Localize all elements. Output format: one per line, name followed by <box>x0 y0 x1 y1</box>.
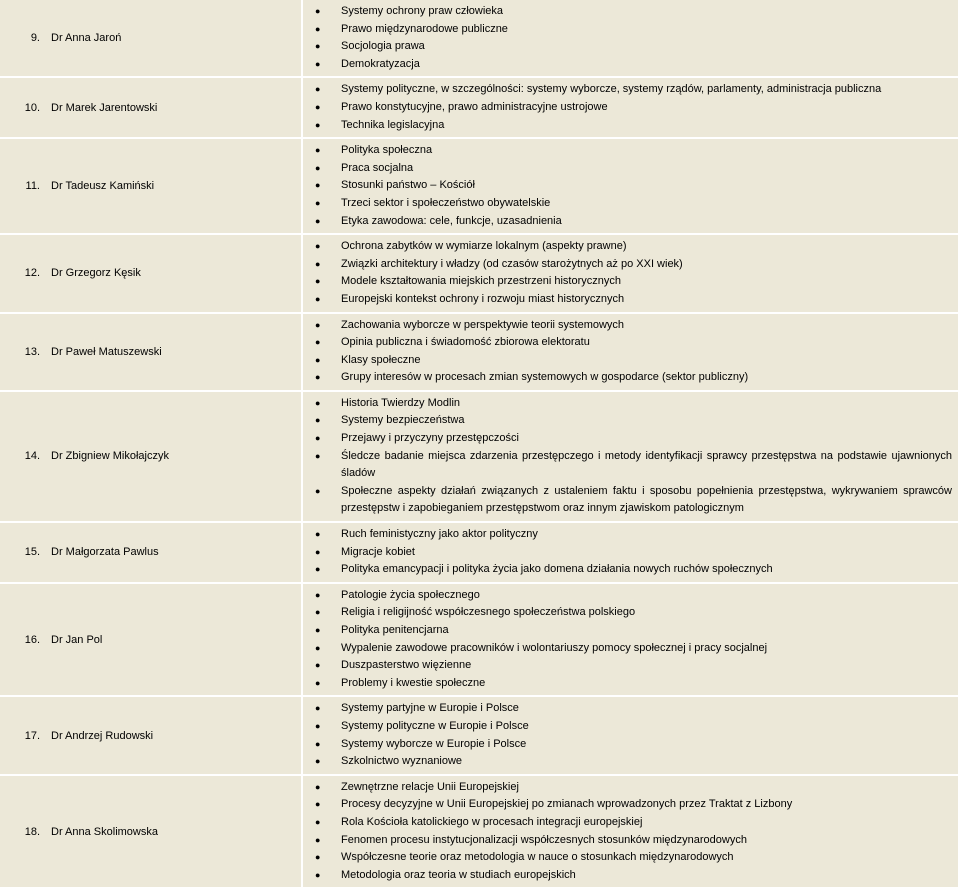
table-row <box>0 392 958 521</box>
bullet-icon: ● <box>315 869 321 880</box>
list-item <box>303 334 952 352</box>
bullet-icon: ● <box>315 84 321 95</box>
bullet-icon: ● <box>315 241 321 252</box>
topic-text: Stosunki państwo – Kościół <box>341 179 475 192</box>
list-item <box>303 369 952 387</box>
supervisor-name: Dr Andrzej Rudowski <box>51 729 154 742</box>
row-number: 12. <box>24 267 40 280</box>
topic-text: Polityka penitencjarna <box>341 624 449 636</box>
topic-text: Technika legislacyjna <box>341 118 445 131</box>
list-item <box>303 117 952 135</box>
bullet-icon: ● <box>315 738 321 749</box>
topic-text: Opinia publiczna i świadomość zbiorowa elektoratu <box>341 336 590 349</box>
topic-text: Zewnętrzne relacje Unii Europejskiej <box>341 780 519 793</box>
table-row <box>0 314 958 390</box>
topic-text: Metodologia oraz teoria w studiach europejskich <box>341 868 576 881</box>
supervisor-name: Dr Jan Pol <box>51 633 103 646</box>
bullet-icon: ● <box>315 397 321 408</box>
topic-text: Socjologia prawa <box>341 40 425 53</box>
bullet-icon: ● <box>315 625 321 635</box>
supervisor-cell <box>0 697 301 773</box>
row-number: 17. <box>24 729 40 742</box>
topic-list <box>303 776 958 888</box>
supervisor-cell <box>0 584 301 696</box>
topic-text: Systemy polityczne, w szczególności: systemy wyborcze, systemy rządów, parlamenty, administracja publiczna <box>341 83 882 96</box>
list-item <box>303 675 952 693</box>
list-item <box>303 640 952 658</box>
topic-text: Rola Kościoła katolickiego w procesach integracji europejskiej <box>341 815 643 828</box>
topic-text: Religia i religijność współczesnego społeczeństwa polskiego <box>341 606 636 619</box>
topic-list <box>303 392 958 521</box>
list-item <box>303 814 952 832</box>
topic-text: Wypalenie zawodowe pracowników i wolontariuszy pomocy społecznej i pracy socjalnej <box>341 641 768 654</box>
topic-text: Systemy ochrony praw człowieka <box>341 5 504 17</box>
supervisor-cell <box>0 139 301 233</box>
bullet-icon: ● <box>315 6 321 16</box>
supervisor-name: Dr Anna Jaroń <box>51 32 122 45</box>
bullet-icon: ● <box>315 564 321 575</box>
topic-text: Europejski kontekst ochrony i rozwoju miast historycznych <box>341 292 625 305</box>
list-item <box>303 587 952 605</box>
supervisor-cell <box>0 392 301 521</box>
list-item <box>303 38 952 56</box>
bullet-icon: ● <box>315 607 321 618</box>
supervisor-name: Dr Grzegorz Kęsik <box>51 267 141 280</box>
list-item <box>303 81 952 99</box>
topic-list <box>303 235 958 311</box>
topics-cell <box>303 392 958 521</box>
list-item <box>303 142 952 160</box>
topic-text: Migracje kobiet <box>341 545 415 558</box>
bullet-icon: ● <box>315 450 321 461</box>
bullet-icon: ● <box>315 337 321 348</box>
topic-list <box>303 697 958 773</box>
row-number: 9. <box>30 32 40 45</box>
list-item <box>303 3 952 21</box>
bullet-icon: ● <box>315 119 321 130</box>
bullet-icon: ● <box>315 23 321 34</box>
list-item <box>303 779 952 797</box>
row-number: 16. <box>24 633 40 646</box>
list-item <box>303 273 952 291</box>
topic-text: Problemy i kwestie społeczne <box>341 676 486 689</box>
bullet-icon: ● <box>315 660 321 671</box>
bullet-icon: ● <box>315 799 321 810</box>
bullet-icon: ● <box>315 546 321 557</box>
bullet-icon: ● <box>315 720 321 731</box>
bullet-icon: ● <box>315 485 321 496</box>
topic-text: Patologie życia społecznego <box>341 588 480 601</box>
bullet-icon: ● <box>315 816 321 827</box>
list-item <box>303 483 952 518</box>
list-item <box>303 526 952 544</box>
list-item <box>303 21 952 39</box>
list-item <box>303 430 952 448</box>
list-item <box>303 867 952 885</box>
list-item <box>303 736 952 754</box>
supervisor-cell <box>0 235 301 311</box>
list-item <box>303 412 952 430</box>
topic-text: Procesy decyzyjne w Unii Europejskiej po zmianach wprowadzonych przez Traktat z Lizbony <box>341 798 793 811</box>
topic-list <box>303 0 958 76</box>
row-number: 14. <box>24 450 40 463</box>
bullet-icon: ● <box>315 589 321 600</box>
bullet-icon: ● <box>315 529 321 540</box>
topic-list <box>303 584 958 696</box>
topic-text: Polityka emancypacji i polityka życia jako domena działania nowych ruchów społecznych <box>341 563 773 576</box>
row-number: 13. <box>24 345 40 358</box>
topic-text: Polityka społeczna <box>341 144 433 157</box>
bullet-icon: ● <box>315 180 321 191</box>
list-item <box>303 352 952 370</box>
supervisor-name: Dr Marek Jarentowski <box>51 101 158 114</box>
bullet-icon: ● <box>315 162 321 173</box>
list-item <box>303 238 952 256</box>
list-item <box>303 849 952 867</box>
topic-text: Przejawy i przyczyny przestępczości <box>341 432 519 445</box>
table-row <box>0 139 958 233</box>
bullet-icon: ● <box>315 41 321 52</box>
bullet-icon: ● <box>315 58 321 69</box>
topic-list <box>303 523 958 582</box>
topic-text: Prawo międzynarodowe publiczne <box>341 22 508 35</box>
topic-text: Współczesne teorie oraz metodologia w nauce o stosunkach międzynarodowych <box>341 851 734 864</box>
topic-text: Grupy interesów w procesach zmian systemowych w gospodarce (sektor publiczny) <box>341 371 749 384</box>
topic-text: Klasy społeczne <box>341 353 421 366</box>
list-item <box>303 56 952 74</box>
supervisor-name: Dr Tadeusz Kamiński <box>51 180 155 193</box>
list-item <box>303 544 952 562</box>
row-number: 15. <box>24 546 40 559</box>
topics-cell <box>303 139 958 233</box>
topic-text: Systemy bezpieczeństwa <box>341 414 465 427</box>
bullet-icon: ● <box>315 145 321 156</box>
list-item <box>303 195 952 213</box>
bullet-icon: ● <box>315 433 321 444</box>
bullet-icon: ● <box>315 756 321 767</box>
topic-text: Historia Twierdzy Modlin <box>341 396 461 409</box>
topic-list <box>303 314 958 390</box>
bullet-icon: ● <box>315 101 321 112</box>
topic-text: Duszpasterstwo więzienne <box>341 659 472 672</box>
topics-cell <box>303 523 958 582</box>
list-item <box>303 256 952 274</box>
topic-text: Systemy partyjne w Europie i Polsce <box>341 702 519 715</box>
bullet-icon: ● <box>315 677 321 688</box>
bullet-icon: ● <box>315 852 321 863</box>
list-item <box>303 99 952 117</box>
topic-text: Prawo konstytucyjne, prawo administracyjne ustrojowe <box>341 100 608 113</box>
list-item <box>303 832 952 850</box>
supervisor-cell <box>0 0 301 76</box>
bullet-icon: ● <box>315 215 321 226</box>
bullet-icon: ● <box>315 703 321 714</box>
list-item <box>303 561 952 579</box>
topics-cell <box>303 697 958 773</box>
list-item <box>303 657 952 675</box>
supervisor-cell <box>0 776 301 888</box>
list-item <box>303 718 952 736</box>
table-row <box>0 523 958 582</box>
topics-cell <box>303 314 958 390</box>
bullet-icon: ● <box>315 372 321 383</box>
list-item <box>303 622 952 640</box>
supervisor-name: Dr Małgorzata Pawlus <box>51 546 159 559</box>
topic-text: Społeczne aspekty działań związanych z ustaleniem faktu i sposobu popełnienia przestępstwa, wykrywaniem sprawców przestępstw i zapobieganiem przestępstwom oraz innym zjawiskom patologicznym <box>341 484 952 515</box>
table-row <box>0 697 958 773</box>
list-item <box>303 213 952 231</box>
supervisor-cell <box>0 78 301 137</box>
topic-list <box>303 78 958 137</box>
table-row <box>0 0 958 76</box>
topic-text: Demokratyzacja <box>341 57 420 70</box>
bullet-icon: ● <box>315 415 321 426</box>
list-item <box>303 317 952 335</box>
row-number: 18. <box>24 825 40 838</box>
list-item <box>303 177 952 195</box>
topics-cell <box>303 0 958 76</box>
bullet-icon: ● <box>315 834 321 845</box>
supervisor-name: Dr Paweł Matuszewski <box>51 345 162 358</box>
topic-text: Trzeci sektor i społeczeństwo obywatelskie <box>341 196 551 209</box>
topics-cell <box>303 78 958 137</box>
table-row <box>0 584 958 696</box>
topic-text: Ochrona zabytków w wymiarze lokalnym (aspekty prawne) <box>341 240 627 253</box>
list-item <box>303 160 952 178</box>
topic-list <box>303 139 958 233</box>
topic-text: Systemy polityczne w Europie i Polsce <box>341 719 529 732</box>
list-item <box>303 395 952 413</box>
topic-text: Fenomen procesu instytucjonalizacji współczesnych stosunków międzynarodowych <box>341 833 747 846</box>
table-row <box>0 78 958 137</box>
supervisor-name: Dr Anna Skolimowska <box>51 825 158 838</box>
topic-text: Praca socjalna <box>341 161 414 174</box>
topic-text: Związki architektury i władzy (od czasów starożytnych aż po XXI wiek) <box>341 257 683 270</box>
list-item <box>303 700 952 718</box>
topics-cell <box>303 235 958 311</box>
row-number: 10. <box>24 101 40 114</box>
list-item <box>303 291 952 309</box>
topic-text: Modele kształtowania miejskich przestrzeni historycznych <box>341 275 621 288</box>
supervisor-cell <box>0 314 301 390</box>
topic-text: Szkolnictwo wyznaniowe <box>341 755 463 768</box>
supervisor-name: Dr Zbigniew Mikołajczyk <box>51 450 169 463</box>
topic-text: Ruch feministyczny jako aktor polityczny <box>341 528 538 541</box>
bullet-icon: ● <box>315 197 321 208</box>
topic-text: Śledcze badanie miejsca zdarzenia przestępczego i metody identyfikacji sprawcy przestępstwa na podstawie ujawnionych śladów <box>341 449 952 480</box>
list-item <box>303 604 952 622</box>
table-row <box>0 776 958 888</box>
supervisor-cell <box>0 523 301 582</box>
bullet-icon: ● <box>315 781 321 792</box>
table-row <box>0 235 958 311</box>
bullet-icon: ● <box>315 276 321 287</box>
topic-text: Etyka zawodowa: cele, funkcje, uzasadnienia <box>341 214 562 227</box>
topics-cell <box>303 776 958 888</box>
bullet-icon: ● <box>315 258 321 269</box>
topic-text: Zachowania wyborcze w perspektywie teorii systemowych <box>341 318 625 331</box>
bullet-icon: ● <box>315 642 321 653</box>
bullet-icon: ● <box>315 293 321 304</box>
list-item <box>303 796 952 814</box>
list-item <box>303 753 952 771</box>
bullet-icon: ● <box>315 319 321 330</box>
topics-cell <box>303 584 958 696</box>
bullet-icon: ● <box>315 354 321 365</box>
topic-text: Systemy wyborcze w Europie i Polsce <box>341 737 527 750</box>
list-item <box>303 448 952 483</box>
row-number: 11. <box>25 180 40 193</box>
